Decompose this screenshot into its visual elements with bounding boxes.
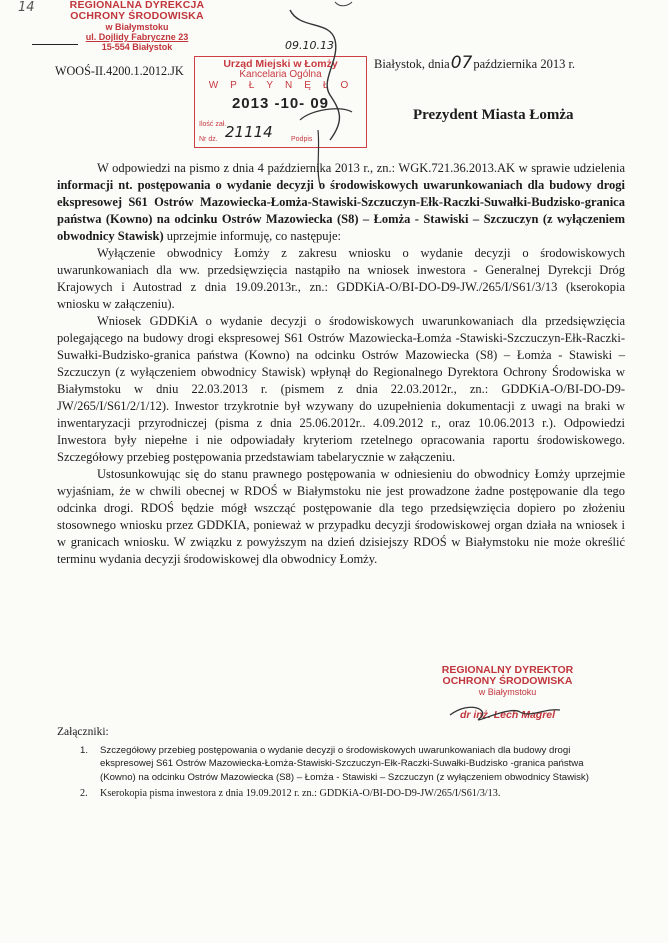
received-stamp [194,39,367,148]
attachment-item [80,787,620,800]
sender-line-2: OCHRONY ŚRODOWISKA [70,10,204,22]
stamp-podpis-label: Podpis [291,136,313,143]
attachments-title: Załączniki: [57,726,109,738]
attachment-number: 1. [80,745,89,756]
p1-tail: uprzejmie informuję, co następuje: [163,229,341,243]
attachment-text: Kserokopia pisma inwestora z dnia 19.09.2012 r. zn.: GDDKiA-O/BI-DO-D9-JW/265/I/S61/3/13. [100,787,501,799]
place-and-date [374,53,575,73]
handwritten-day: 07 [450,53,473,73]
stamp-ilosc-label: Ilość zał. [199,121,227,128]
paragraph-2: Wyłączenie obwodnicy Łomży z zakresu wniosku o wydanie decyzji o środowiskowych uwarunkowaniach dla ww. przedsięwzięcia nastąpiło na wniosek inwestora - Generalnej Dyrekcji Dróg Krajowych i Autostrad z dnia 19.09.2013r., zn.: GDDKiA-O/BI-DO-D9-JW./265/I/S61/3/13 (kserokopia wniosku w załączeniu). [57,246,625,311]
attachment-text: Szczegółowy przebieg postępowania o wydanie decyzji o środowiskowych uwarunkowaniach dla budowy drogi ekspresowej S61 Ostrów Mazowiecka-Łomża-Stawiski-Szczuczyn-Ełk-Raczki-Suwałki-Budzisko -granica państwa (Kowno) na odcinku Ostrów Mazowiecka (S8) – Łomża - Stawiski – Szczuczyn (z wyłączeniem obwodnicy Stawisk) [100,745,589,783]
sender-line-1: REGIONALNA DYREKCJA [69,0,205,11]
addressee: Prezydent Miasta Łomża [413,107,574,123]
stamp-nr-label: Nr dz. [199,136,218,143]
signature-city: w Białymstoku [478,687,537,697]
date-suffix: października 2013 r. [473,57,576,71]
header-underline [32,44,78,45]
stamp-handwritten-date: 09.10.13 [285,39,334,52]
sender-street: ul. Dojlidy Fabryczne 23 [85,32,189,42]
stamp-department: Kancelaria Ogólna [239,69,322,80]
paragraph-4: Ustosunkowując się do stanu prawnego postępowania w odniesieniu do obwodnicy Łomży uprzejmie wyjaśniam, że w chwili obecnej w RDOŚ w Białymstoku nie jest prowadzone żadne postępowanie dla tego odcinka drogi. RDOŚ będzie mógł wszcząć postępowanie dla tego przedsięwzięcia dopiero po złożeniu stosownego wniosku przez GDDKIA, ponieważ w przypadku decyzji środowiskowej organ działa na wniosek i w granicach wniosku. W związku z powyższym na dzień dzisiejszy RDOŚ w Białymstoku nie może określić terminu wydania decyzji środowiskowej dla obwodnicy Łomży. [57,467,625,566]
paragraph-3: Wniosek GDDKiA o wydanie decyzji o środowiskowych uwarunkowaniach dla przedsięwzięcia polegającego na budowy drogi ekspresowej S61 Ostrów Mazowiecka-Łomża -Stawiski-Szczuczyn-Ełk-Raczki-Suwałki-Budzisko-granica państwa (Kowno) na odcinku Ostrów Mazowiecka (S8) – Łomża - Stawiski – Szczuczyn (z wyłączeniem obwodnicy Stawisk) wpłynął do Regionalnego Dyrektora Ochrony Środowiska w Białymstoku w dniu 22.03.2013 r. (pismem z dnia 22.03.2012r., zn.: GDDKiA-O/BI-DO-D9-JW/265/I/S61/2/1/12). Inwestor trzykrotnie był wzywany do uzupełnienia dokumentacji z uwagi na braki w inwentaryzacji przyrodniczej (pisma z dnia 25.06.2012r.. 4.09.2012 r., oraz 10.06.2013 r.). Odpowiedzi Inwestora były niepełne i nie odpowiadały kryteriom rzetelnego opracowania raportu środowiskowego. Szczegółowy przebieg postępowania przedstawiam tabelarycznie w załączeniu. [57,314,625,464]
paragraph-1 [57,160,625,245]
sender-postcode: 15-554 Białystok [101,42,173,52]
stamp-handwritten-number: 21114 [225,123,273,141]
p1-subject: informacji nt. postępowania o wydanie decyzji o środowiskowych uwarunkowaniach dla budowy drogi ekspresowej S61 Ostrów Mazowiecka-Łomża-Stawiski-Szczuczyn-Ełk-Raczki-Suwałki-Budzisko-granica państwa (Kowno) na odcinku Ostrów Mazowiecka (S8) – Łomża - Stawiski – Szczuczyn (z wyłączeniem obwodnicy Stawisk) [57,178,625,243]
sender-line-3: w Białymstoku [105,22,169,32]
stamp-received-word: WPŁYNĘŁO [208,80,361,91]
corner-page-number: 14 [18,0,35,15]
signature-stamp [425,665,590,721]
stamp-date: 2013 -10- 09 [231,95,330,112]
reference-number: WOOŚ-II.4200.1.2012.JK [55,64,184,78]
attachment-number: 2. [80,787,88,799]
p1-lead: W odpowiedzi na pismo z dnia 4 października 2013 r., zn.: WGK.721.36.2013.AK w sprawie udzielenia [97,161,625,175]
attachment-item [80,744,620,784]
signature-title-1: REGIONALNY DYREKTOR [441,664,574,676]
stamp-office: Urząd Miejski w Łomży [223,58,338,70]
place-prefix: Białystok, dnia [374,57,450,71]
signature-name: dr inż. Lech Magrel [459,709,556,721]
letter-body [57,160,625,568]
signature-title-2: OCHRONY ŚRODOWISKA [442,675,573,687]
attachments-list [80,744,620,803]
